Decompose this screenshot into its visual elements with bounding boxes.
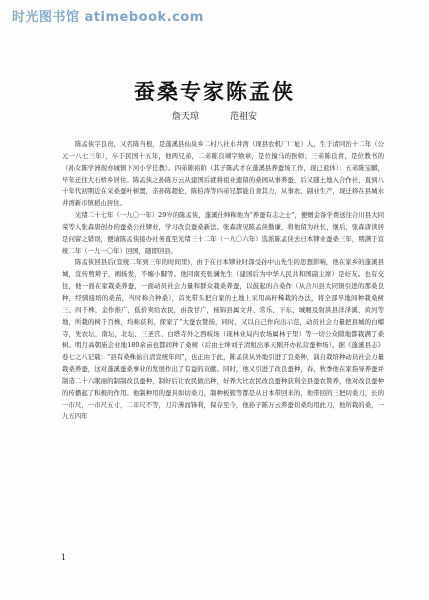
author-line [0,111,429,123]
body-paragraph: 陈孟侠字良贵，又名陈当根，是蓬溪县仙泉乡二村八社水井湾（现县农机厂厂址）人，生于清同治十二年（公元一八七三年），卒于民国十五年，他两兄弟，二弟陈良瑚字焕章，是位撞马的医师；三弟陈良青，是位教书的（孙女陈学洲现亦城镇下河小学任教）。四弟陈裕阶（其子陈武才在蓬溪县养蚕场工作，现已退休）：五弟陈宝麒，早年迁往大石桥乡居住。陈孟侠之孙陈万云从建国后就将祖业遗留的桑园从事养蚕，后又随土地入合作社，直到八十年代初期近在采桑蚕叶树置，亲孙陈超伦，陈伯涛等四弟兄都能自食其力，从事农、副业生产，现迁移在县城水井湾新市镇稻山居住。 [62,140,384,208]
author-name: 范祖安 [229,112,257,122]
page-number: 1 [61,553,67,562]
article-body [62,139,384,423]
article-title: 蚕桑专家陈孟侠 [134,79,295,104]
site-watermark: 时光图书馆 atimebook.com [12,10,204,25]
body-paragraph: 陈孟侠回县后(宣统二年到三年的时间里)，由于在日本肄业时深受孙中山先生的思想影响，他在家乡的蓬溪县城，宣传剪辫子，阐扬发，不缠小脚等。他同南充张澜先生（建国后为中华人民共和国副主席）是好友。也有交往，他一面在家栽桑养蚕，一面动员社会力量和群众栽桑养蚕，以鼓起的合桑作（从合川县大同镇引进的那桑良种，经驯接培的桑苗，当时称合种桑），首先带头把自家的土地上采用高秆稀栽的办法，将全部早地间种栽桑树三、四千株，金作推广，低价卖给农民，由我甘广，杨锦县属文井、常乐、下东、城厢及射洪县洋泽溪、黄河等地，所栽的树千百株，均称获利，探家了“大蚕农赞扬，同时，又以自己作向出示范，动员社会力量把县城的白榴寺，先农坛，南坛，北坛、三圣宫、白塔寺外之西岐场（现林业局内农场属林子里）等一切公众隙地都栽满了桑树。明月高朝庙会业地180余亩也都间种了桑树（后由士绅刘子清租出承天刚开办私营蚕种场）。据《蓬溪县志》卷七之八记载：“县有桑株始自清宣统年间”，也正由于此，陈孟侠从外地引进了良桑种，演自栽培种动员社会力量栽桑养蚕，这对蓬溪蚕桑事业的发展作出了有益的贡献。同时，他又引进了改良蚕种，春、秋季他在家指导养蚕并制造二十六眠丽的制制改良蚕种，制好后让农民做出种，好养大比农民改良蚕种获利全县蚕农赞养，他对改良蚕种的传播起了积极的作用。他制种用的蚕具如切桑刀，制种板簇等都是从日本带回来的，他带回的三把切桑刀，长的一市尺，一市尺五寸，二市尺不等，刀片薄而锋利，保存至今，他孙子陈万云养蚕切桑均用此刀，他所栽的桑，一九五四年 [62,258,384,421]
body-paragraph: 光绪二十七年（一九〇一年）29岁的陈孟侠，蓬溪仕绅称他为“养蚕有志之士”，便赠金备学费送往合川县大同荣等人张森唐创办的蚕桑公社肄业，学习改良蚕桑新法。张森唐见陈孟侠勤谦，将他留为社长，继后，张森唐读居是问留之错误，便请陈孟侠接办社务直至光绪三十二年（一九〇六年）选派陈孟侠去日本肄业蚕桑三年，期满于宣统二年（一九一〇年）回国，随即回县。 [62,211,384,255]
author-name: 詹天琼 [172,112,200,122]
